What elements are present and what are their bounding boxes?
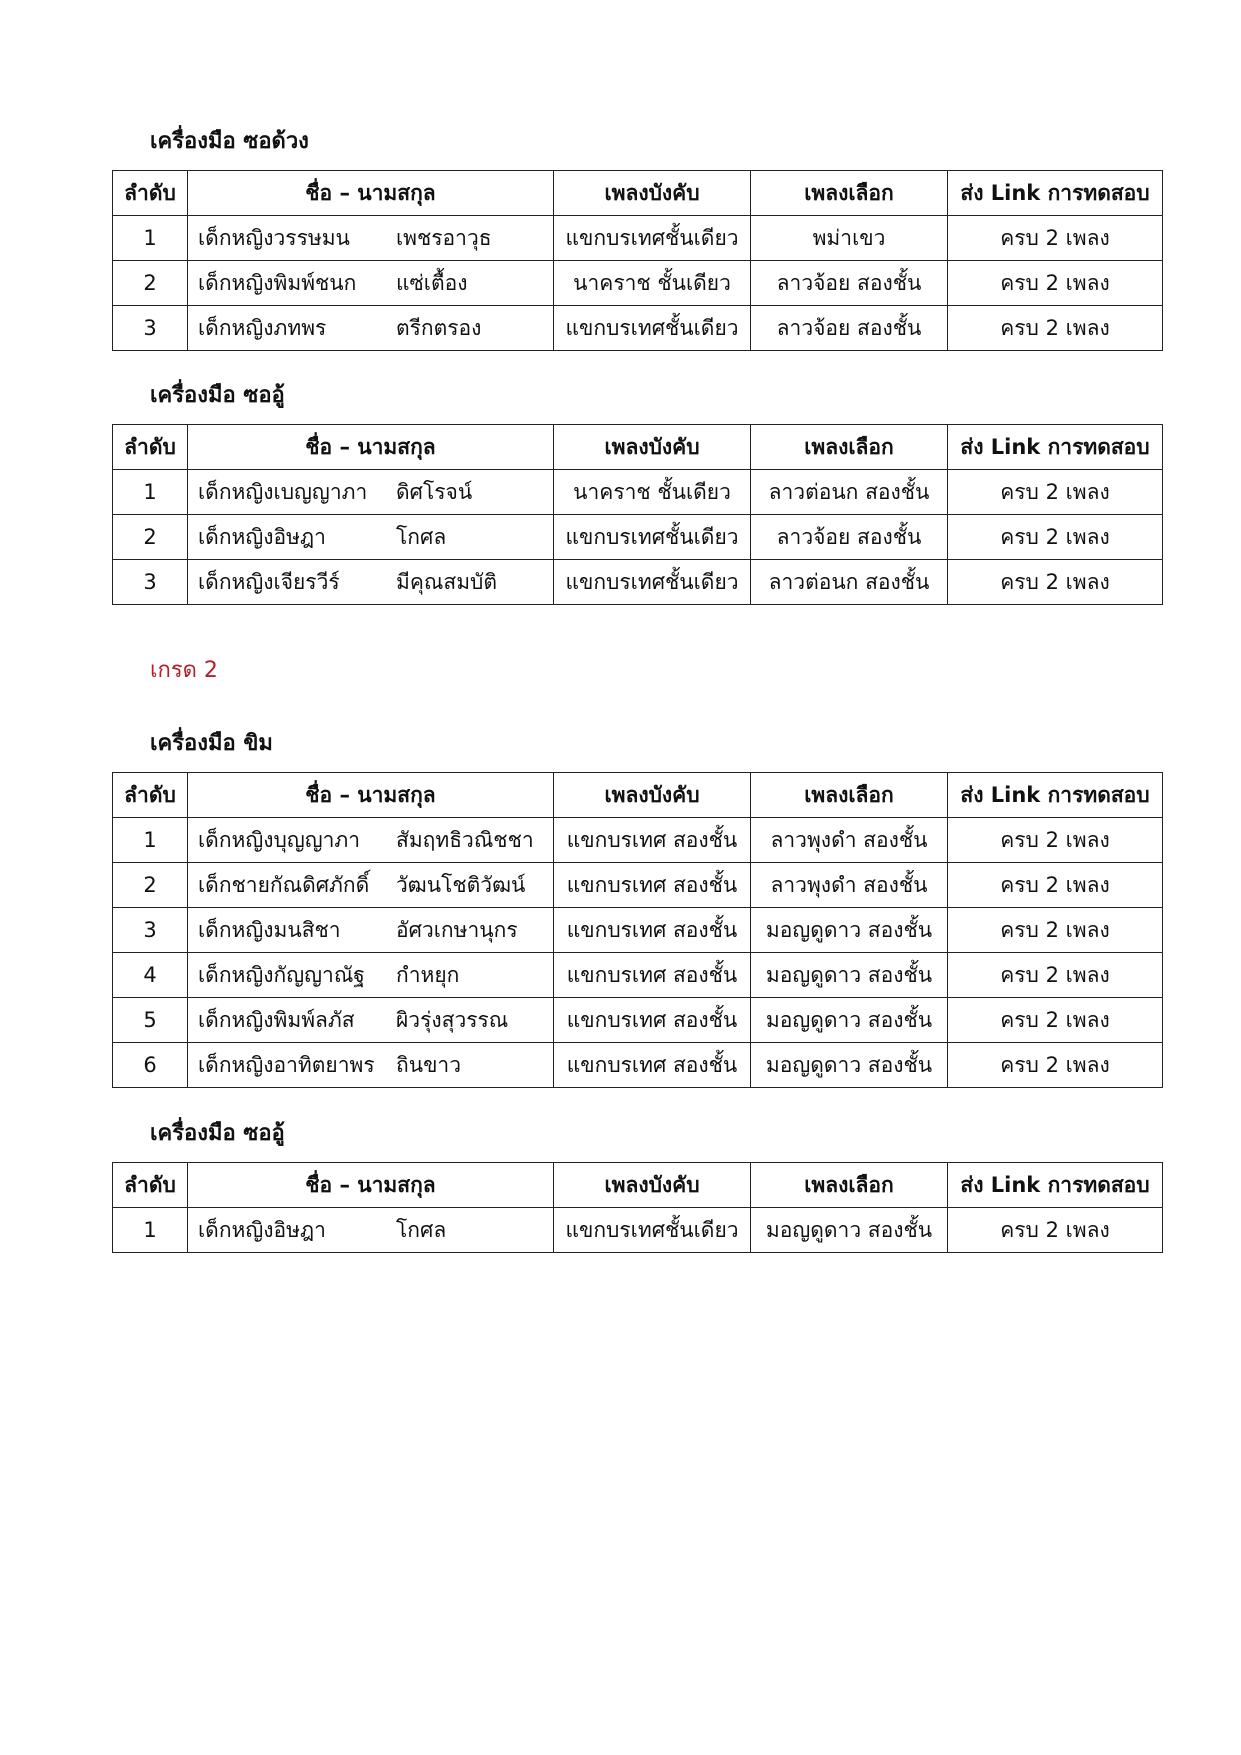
- row-link-status: ครบ 2 เพลง: [948, 306, 1163, 351]
- header-no: ลำดับ: [113, 171, 188, 216]
- row-no: 2: [113, 261, 188, 306]
- row-required-song: แขกบรเทศชั้นเดียว: [554, 515, 751, 560]
- row-link-status: ครบ 2 เพลง: [948, 261, 1163, 306]
- header-elective: เพลงเลือก: [751, 425, 948, 470]
- row-elective-song: ลาวต่อนก สองชั้น: [751, 470, 948, 515]
- row-name: [188, 261, 554, 306]
- first-name: เด็กหญิงเบญญาภา: [198, 480, 368, 504]
- header-no: ลำดับ: [113, 773, 188, 818]
- row-name: [188, 1208, 554, 1253]
- first-name: เด็กชายกัณดิศภักดิ์: [198, 873, 370, 897]
- table-row: [113, 863, 1163, 908]
- row-no: 1: [113, 216, 188, 261]
- row-name: [188, 515, 554, 560]
- last-name: ผิวรุ่งสุวรรณ: [396, 1008, 509, 1032]
- row-elective-song: มอญดูดาว สองชั้น: [751, 1208, 948, 1253]
- header-name: ชื่อ – นามสกุล: [188, 773, 554, 818]
- header-required: เพลงบังคับ: [554, 425, 751, 470]
- first-name: เด็กหญิงภทพร: [198, 316, 327, 340]
- section-title: เครื่องมือ ซออู้: [150, 383, 285, 408]
- row-no: 4: [113, 953, 188, 998]
- table-row: [113, 470, 1163, 515]
- row-elective-song: ลาวจ้อย สองชั้น: [751, 515, 948, 560]
- row-link-status: ครบ 2 เพลง: [948, 818, 1163, 863]
- header-name: ชื่อ – นามสกุล: [188, 425, 554, 470]
- row-name: [188, 216, 554, 261]
- last-name: เพชรอาวุธ: [396, 226, 492, 250]
- row-no: 3: [113, 306, 188, 351]
- score-table: [112, 1162, 1163, 1253]
- last-name: ตรีกตรอง: [396, 316, 482, 340]
- row-no: 6: [113, 1043, 188, 1088]
- table-row: [113, 908, 1163, 953]
- row-name: [188, 306, 554, 351]
- score-table: [112, 424, 1163, 605]
- header-row: [113, 171, 1163, 216]
- row-link-status: ครบ 2 เพลง: [948, 998, 1163, 1043]
- header-row: [113, 773, 1163, 818]
- row-name: [188, 560, 554, 605]
- row-elective-song: มอญดูดาว สองชั้น: [751, 1043, 948, 1088]
- section-title: เครื่องมือ ขิม: [150, 731, 273, 756]
- row-elective-song: มอญดูดาว สองชั้น: [751, 998, 948, 1043]
- row-link-status: ครบ 2 เพลง: [948, 863, 1163, 908]
- last-name: วัฒนโชติวัฒน์: [396, 873, 526, 897]
- first-name: เด็กหญิงบุญญาภา: [198, 828, 361, 852]
- row-no: 1: [113, 818, 188, 863]
- first-name: เด็กหญิงอิษฎา: [198, 1218, 326, 1242]
- last-name: อัศวเกษานุกร: [396, 918, 518, 942]
- row-required-song: แขกบรเทศ สองชั้น: [554, 953, 751, 998]
- table-row: [113, 998, 1163, 1043]
- row-no: 2: [113, 515, 188, 560]
- header-required: เพลงบังคับ: [554, 1163, 751, 1208]
- table-row: [113, 306, 1163, 351]
- row-required-song: แขกบรเทศ สองชั้น: [554, 908, 751, 953]
- row-elective-song: ลาวพุงดำ สองชั้น: [751, 818, 948, 863]
- last-name: ถินขาว: [396, 1053, 462, 1077]
- row-link-status: ครบ 2 เพลง: [948, 1208, 1163, 1253]
- row-name: [188, 998, 554, 1043]
- row-required-song: นาคราช ชั้นเดียว: [554, 261, 751, 306]
- first-name: เด็กหญิงอิษฎา: [198, 525, 326, 549]
- last-name: สัมฤทธิวณิชชา: [396, 828, 534, 852]
- row-required-song: แขกบรเทศชั้นเดียว: [554, 1208, 751, 1253]
- last-name: กำหยุก: [396, 963, 460, 987]
- table-row: [113, 216, 1163, 261]
- row-name: [188, 818, 554, 863]
- row-link-status: ครบ 2 เพลง: [948, 1043, 1163, 1088]
- row-link-status: ครบ 2 เพลง: [948, 470, 1163, 515]
- score-table: [112, 170, 1163, 351]
- row-elective-song: มอญดูดาว สองชั้น: [751, 908, 948, 953]
- row-elective-song: ลาวจ้อย สองชั้น: [751, 306, 948, 351]
- last-name: ดิศโรจน์: [396, 480, 473, 504]
- header-elective: เพลงเลือก: [751, 773, 948, 818]
- header-no: ลำดับ: [113, 425, 188, 470]
- row-link-status: ครบ 2 เพลง: [948, 953, 1163, 998]
- first-name: เด็กหญิงมนสิชา: [198, 918, 341, 942]
- last-name: โกศล: [396, 1218, 447, 1242]
- row-required-song: แขกบรเทศชั้นเดียว: [554, 216, 751, 261]
- section-title: เครื่องมือ ซออู้: [150, 1121, 285, 1146]
- header-link: ส่ง Link การทดสอบ: [948, 171, 1163, 216]
- header-elective: เพลงเลือก: [751, 171, 948, 216]
- row-name: [188, 908, 554, 953]
- row-elective-song: ลาวพุงดำ สองชั้น: [751, 863, 948, 908]
- row-name: [188, 863, 554, 908]
- row-no: 1: [113, 1208, 188, 1253]
- row-no: 1: [113, 470, 188, 515]
- row-required-song: นาคราช ชั้นเดียว: [554, 470, 751, 515]
- row-elective-song: ลาวจ้อย สองชั้น: [751, 261, 948, 306]
- grade-label: เกรด 2: [150, 658, 218, 683]
- first-name: เด็กหญิงกัญญาณัฐ: [198, 963, 365, 987]
- table-row: [113, 818, 1163, 863]
- table-row: [113, 515, 1163, 560]
- row-required-song: แขกบรเทศ สองชั้น: [554, 998, 751, 1043]
- last-name: โกศล: [396, 525, 447, 549]
- row-name: [188, 1043, 554, 1088]
- row-elective-song: พม่าเขว: [751, 216, 948, 261]
- last-name: แซ่เตื้อง: [396, 271, 468, 295]
- table-row: [113, 261, 1163, 306]
- section-title: เครื่องมือ ซอด้วง: [150, 129, 309, 154]
- row-name: [188, 953, 554, 998]
- header-link: ส่ง Link การทดสอบ: [948, 425, 1163, 470]
- header-link: ส่ง Link การทดสอบ: [948, 1163, 1163, 1208]
- first-name: เด็กหญิงวรรษมน: [198, 226, 350, 250]
- row-link-status: ครบ 2 เพลง: [948, 560, 1163, 605]
- first-name: เด็กหญิงเจียรวีร์: [198, 570, 340, 594]
- row-elective-song: ลาวต่อนก สองชั้น: [751, 560, 948, 605]
- table-row: [113, 953, 1163, 998]
- header-name: ชื่อ – นามสกุล: [188, 1163, 554, 1208]
- header-no: ลำดับ: [113, 1163, 188, 1208]
- table-row: [113, 1043, 1163, 1088]
- row-required-song: แขกบรเทศ สองชั้น: [554, 818, 751, 863]
- first-name: เด็กหญิงอาทิตยาพร: [198, 1053, 375, 1077]
- first-name: เด็กหญิงพิมพ์ลภัส: [198, 1008, 355, 1032]
- last-name: มีคุณสมบัติ: [396, 570, 498, 594]
- row-link-status: ครบ 2 เพลง: [948, 908, 1163, 953]
- table-row: [113, 560, 1163, 605]
- header-required: เพลงบังคับ: [554, 773, 751, 818]
- row-required-song: แขกบรเทศ สองชั้น: [554, 863, 751, 908]
- row-required-song: แขกบรเทศชั้นเดียว: [554, 560, 751, 605]
- row-no: 2: [113, 863, 188, 908]
- header-row: [113, 425, 1163, 470]
- row-elective-song: มอญดูดาว สองชั้น: [751, 953, 948, 998]
- table-row: [113, 1208, 1163, 1253]
- row-link-status: ครบ 2 เพลง: [948, 515, 1163, 560]
- row-no: 3: [113, 908, 188, 953]
- row-required-song: แขกบรเทศชั้นเดียว: [554, 306, 751, 351]
- header-name: ชื่อ – นามสกุล: [188, 171, 554, 216]
- header-link: ส่ง Link การทดสอบ: [948, 773, 1163, 818]
- header-required: เพลงบังคับ: [554, 171, 751, 216]
- row-no: 5: [113, 998, 188, 1043]
- first-name: เด็กหญิงพิมพ์ชนก: [198, 271, 357, 295]
- row-required-song: แขกบรเทศ สองชั้น: [554, 1043, 751, 1088]
- header-row: [113, 1163, 1163, 1208]
- header-elective: เพลงเลือก: [751, 1163, 948, 1208]
- row-no: 3: [113, 560, 188, 605]
- score-table: [112, 772, 1163, 1088]
- row-link-status: ครบ 2 เพลง: [948, 216, 1163, 261]
- row-name: [188, 470, 554, 515]
